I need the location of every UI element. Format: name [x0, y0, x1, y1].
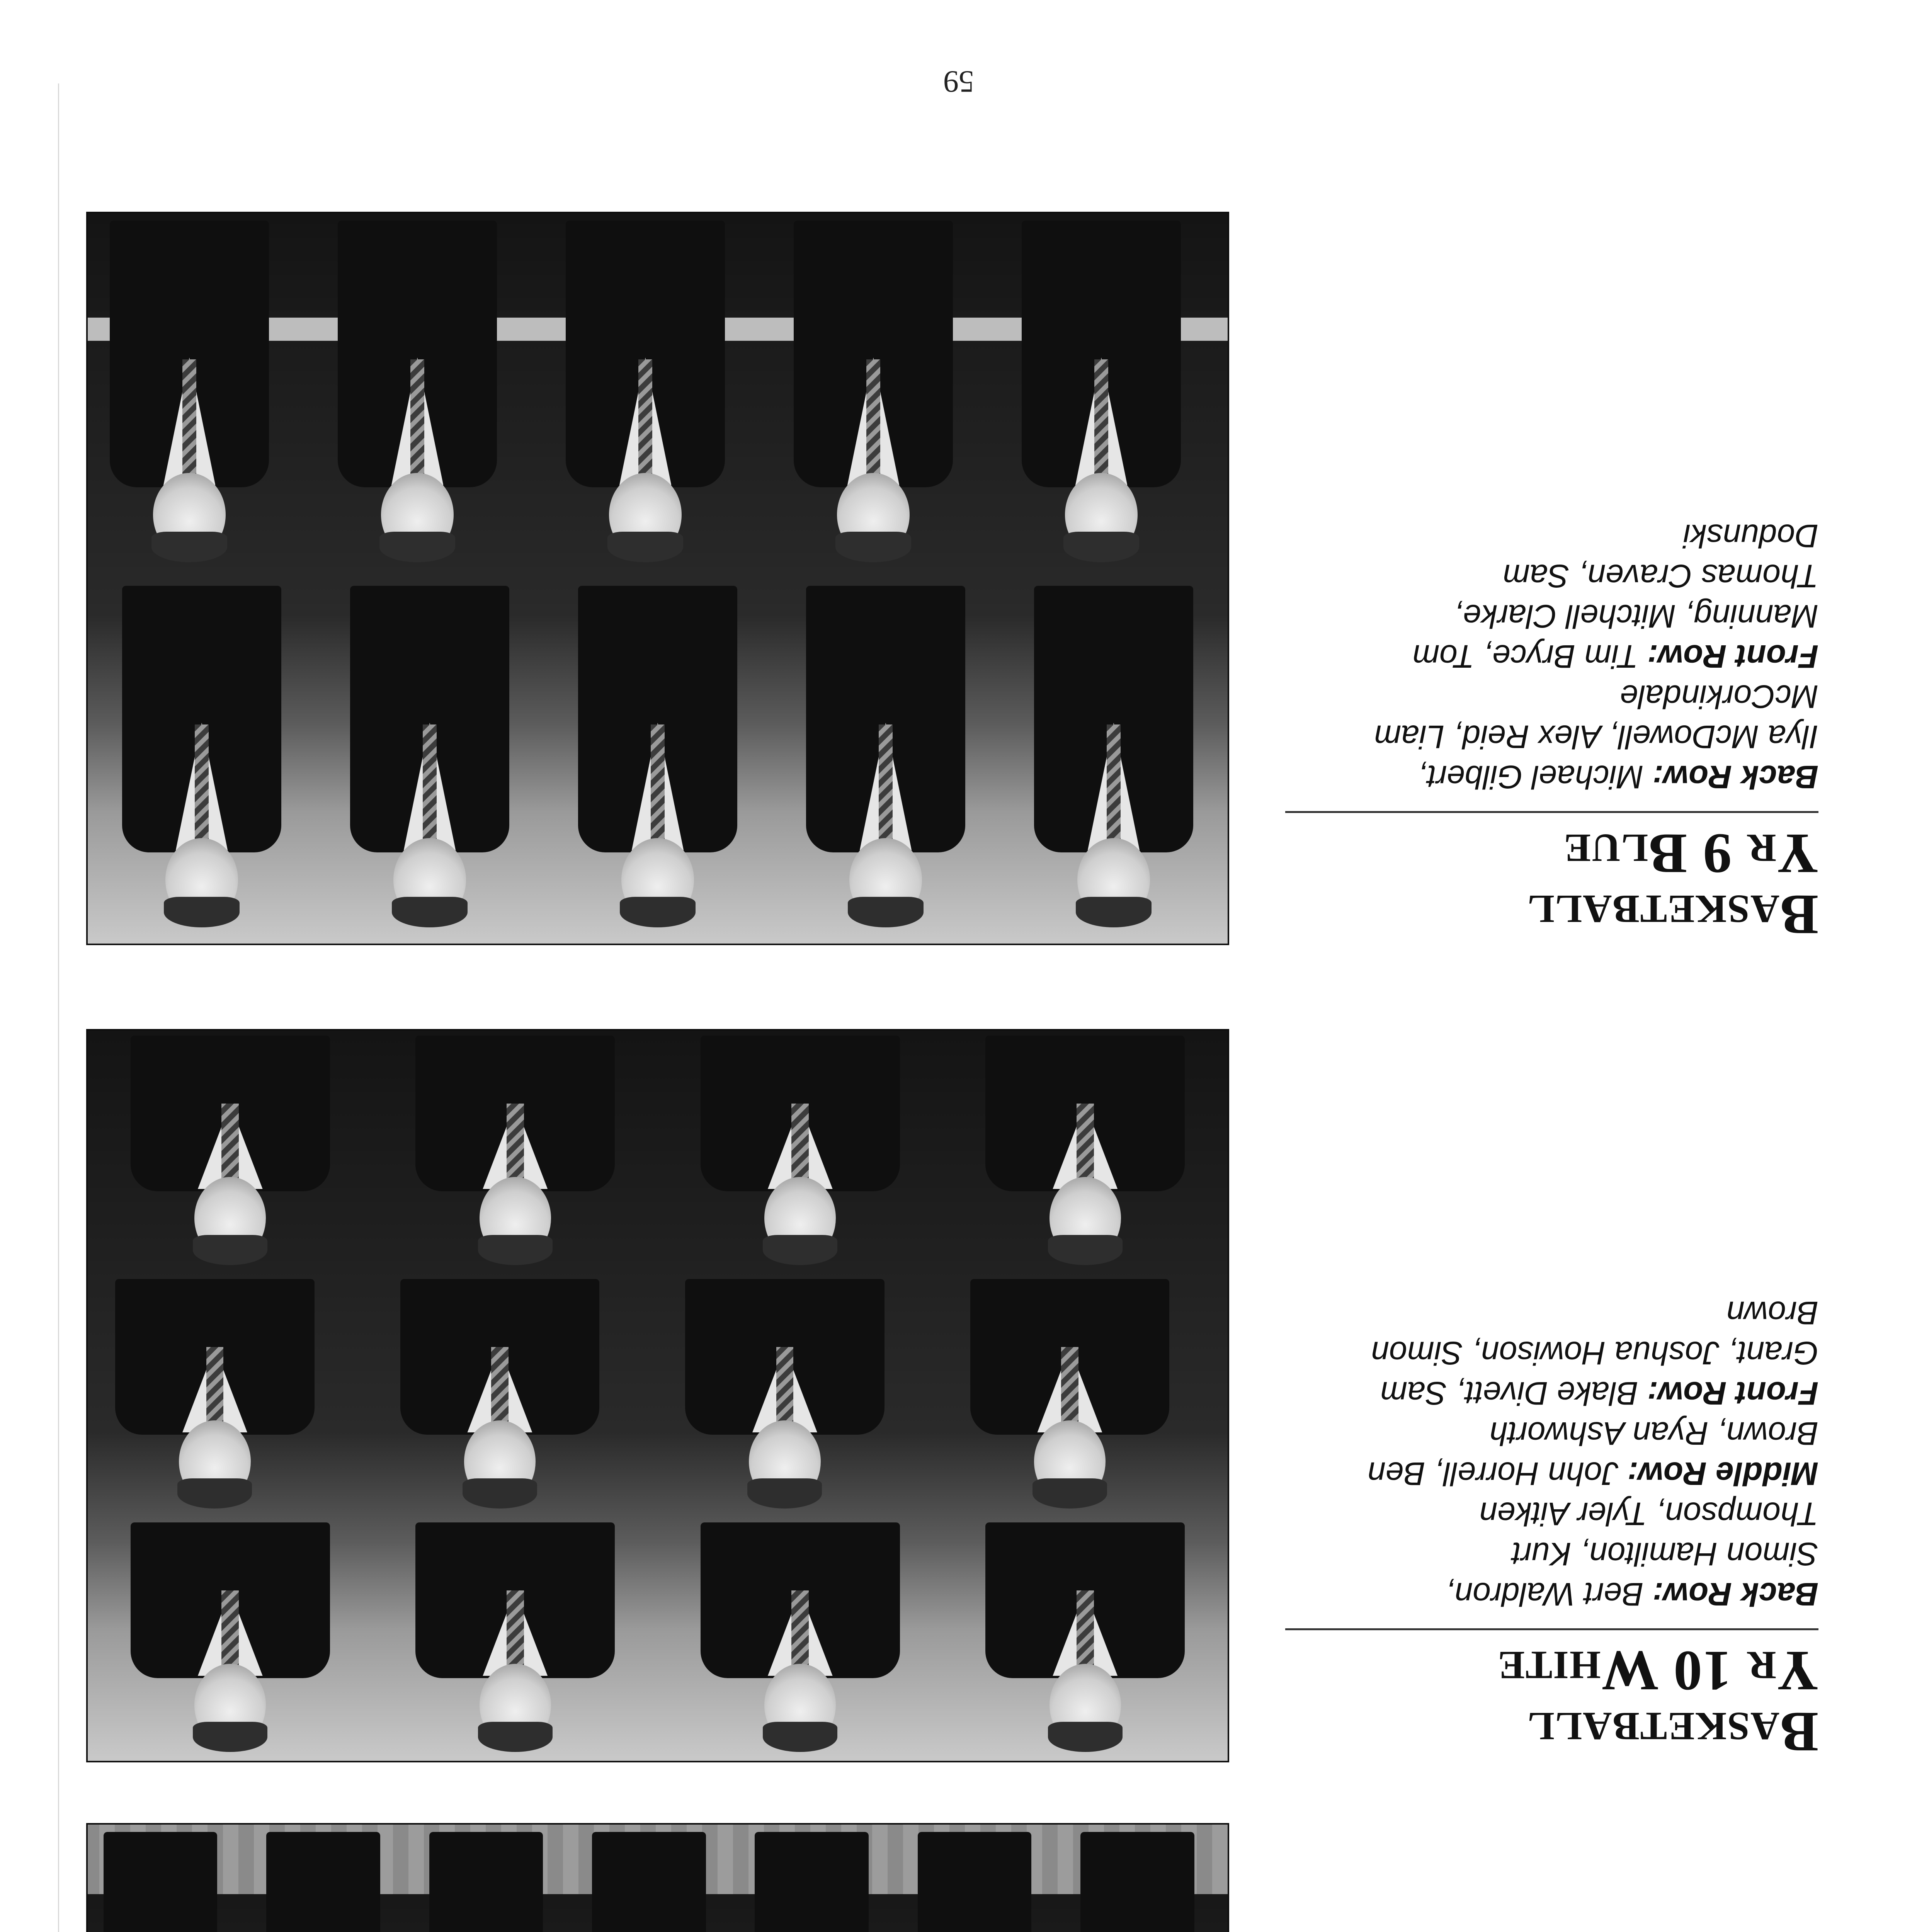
section-yr10-white — [0, 1020, 1917, 1778]
blazer — [918, 1832, 1032, 1932]
row-names: Tim Bryce, Tom Manning, Mitchell Clarke, Thomas Craven, Sam Dodunski — [1412, 518, 1818, 675]
team-member-figure — [913, 1832, 1036, 1932]
team-member-figure — [122, 1522, 339, 1747]
team-member-figure — [1075, 1832, 1199, 1932]
team-member-figure — [799, 586, 972, 922]
hair — [763, 1722, 837, 1752]
team-caption — [1362, 1293, 1818, 1614]
striped-tie — [866, 359, 880, 480]
caption-row — [1362, 1293, 1818, 1413]
striped-tie — [1061, 1347, 1078, 1428]
caption-row — [1362, 516, 1818, 677]
blazer — [592, 1832, 706, 1932]
hair — [463, 1478, 537, 1509]
section-title — [1258, 823, 1818, 945]
title-divider — [1285, 1628, 1818, 1630]
row-label: Back Row: — [1652, 1576, 1818, 1612]
striped-tie — [423, 724, 437, 845]
hair — [478, 1722, 553, 1752]
team-member-figure — [261, 1832, 385, 1932]
striped-tie — [1077, 1104, 1094, 1184]
row-names: Blake Divett, Sam Grant, Joshua Howison, Simon Brown — [1371, 1295, 1818, 1412]
team-member-figure — [407, 1036, 624, 1260]
team-member-figure — [103, 221, 276, 556]
team-member-figure — [1015, 221, 1188, 556]
section-text — [1258, 1293, 1818, 1762]
striped-tie — [410, 359, 424, 480]
team-member-figure — [977, 1036, 1194, 1260]
striped-tie — [638, 359, 652, 480]
hair — [379, 532, 455, 562]
caption-row — [1362, 1494, 1818, 1614]
title-line-sport: Basketball — [1527, 1700, 1818, 1764]
striped-tie — [221, 1104, 239, 1184]
caption-row — [1362, 677, 1818, 797]
hair — [848, 897, 924, 927]
team-member-figure — [391, 1279, 608, 1503]
striped-tie — [182, 359, 196, 480]
striped-tie — [791, 1104, 809, 1184]
title-line-team: Yr 9 Blue — [1563, 822, 1818, 885]
team-caption — [1362, 516, 1818, 797]
row-label: Front Row: — [1647, 638, 1818, 675]
hair — [835, 532, 911, 562]
hair — [164, 897, 240, 927]
hair — [1032, 1478, 1107, 1509]
row-names: Bert Waldron, Simon Hamilton, Kurt Thompson, Tyler Aitken — [1446, 1496, 1818, 1612]
team-member-figure — [571, 586, 744, 922]
striped-tie — [879, 724, 893, 845]
striped-tie — [1077, 1590, 1094, 1671]
title-divider — [1285, 811, 1818, 813]
hair — [607, 532, 683, 562]
team-member-figure — [107, 1279, 323, 1503]
team-member-figure — [407, 1522, 624, 1747]
hair — [151, 532, 227, 562]
team-member-figure — [343, 586, 516, 922]
team-member-figure — [961, 1279, 1178, 1503]
section-title — [1258, 1640, 1818, 1762]
striped-tie — [221, 1590, 239, 1671]
section-yr10-blue — [0, 1815, 1917, 1932]
hair — [763, 1235, 837, 1265]
row-label: Front Row: — [1647, 1375, 1818, 1412]
team-member-figure — [587, 1832, 711, 1932]
team-member-figure — [1027, 586, 1200, 922]
blazer — [755, 1832, 869, 1932]
hair — [193, 1722, 267, 1752]
team-member-figure — [122, 1036, 339, 1260]
hair — [1048, 1722, 1123, 1752]
section-yr9-blue — [0, 203, 1917, 961]
striped-tie — [776, 1347, 794, 1428]
hair — [748, 1478, 822, 1509]
striped-tie — [195, 724, 209, 845]
team-member-figure — [677, 1279, 893, 1503]
striped-tie — [651, 724, 665, 845]
row-names: Michael Gilbert, Ilya McDowell, Alex Reid, Liam McCorkindale — [1374, 679, 1818, 795]
blazer — [104, 1832, 218, 1932]
title-line-sport: Basketball — [1527, 883, 1818, 946]
hair — [193, 1235, 267, 1265]
team-member-figure — [977, 1522, 1194, 1747]
team-member-figure — [331, 221, 504, 556]
team-member-figure — [787, 221, 960, 556]
hair — [1063, 532, 1139, 562]
team-member-figure — [559, 221, 732, 556]
page-number: 59 — [943, 65, 974, 99]
title-line-team: Yr 10 White — [1497, 1639, 1818, 1702]
hair — [478, 1235, 553, 1265]
striped-tie — [206, 1347, 224, 1428]
blazer — [266, 1832, 380, 1932]
striped-tie — [1094, 359, 1108, 480]
team-member-figure — [99, 1832, 222, 1932]
team-member-figure — [115, 586, 288, 922]
row-label: Back Row: — [1652, 759, 1818, 795]
striped-tie — [791, 1590, 809, 1671]
team-photo — [86, 212, 1229, 945]
striped-tie — [491, 1347, 509, 1428]
team-photo — [86, 1823, 1229, 1932]
hair — [1076, 897, 1152, 927]
hair — [392, 897, 468, 927]
team-photo — [86, 1029, 1229, 1762]
caption-row — [1362, 1413, 1818, 1494]
team-member-figure — [692, 1522, 909, 1747]
section-text — [1258, 516, 1818, 945]
team-member-figure — [750, 1832, 874, 1932]
row-label: Middle Row: — [1627, 1456, 1818, 1492]
hair — [178, 1478, 252, 1509]
blazer — [429, 1832, 543, 1932]
striped-tie — [507, 1590, 524, 1671]
hair — [620, 897, 696, 927]
striped-tie — [507, 1104, 524, 1184]
team-member-figure — [424, 1832, 548, 1932]
row-names: John Horrell, Ben Brown, Ryan Ashworth — [1368, 1415, 1818, 1492]
striped-tie — [1107, 724, 1121, 845]
hair — [1048, 1235, 1123, 1265]
blazer — [1080, 1832, 1194, 1932]
team-member-figure — [692, 1036, 909, 1260]
